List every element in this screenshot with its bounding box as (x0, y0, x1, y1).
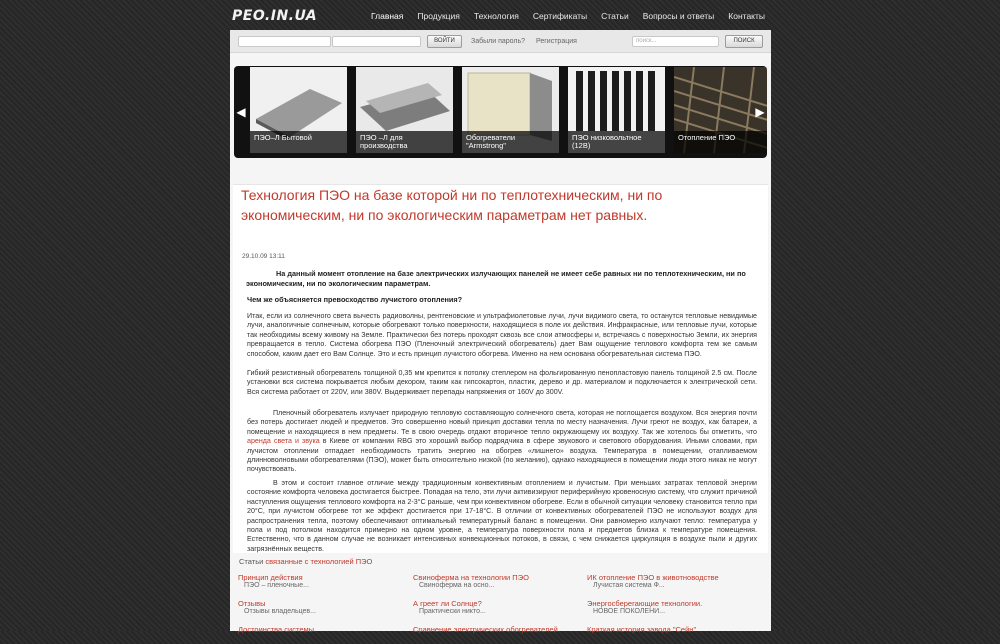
article-date: 29.10.09 13:11 (242, 253, 285, 260)
article (233, 184, 768, 554)
article-question: Чем же объясняется превосходство лучистого отопления? (247, 295, 463, 304)
password-input[interactable] (332, 36, 421, 47)
article-paragraph-2: Гибкий резистивный обогреватель толщиной 0,35 мм крепится к потолку степлером на фольгированную пенопластовую панель толщиной 2.5 см. После установки вся система покрывается любым декором, таким как гипсокартон, пластик, дерево и др. материалом и подключается к электрической сети. Вся система работает от 220V, или 380V. Выдерживает перепады напряжения от 160V до 300V. (247, 369, 757, 396)
related-item[interactable] (238, 573, 408, 589)
slide-caption: Обогреватели "Armstrong" (462, 131, 559, 153)
nav-contacts[interactable]: Контакты (728, 11, 765, 21)
related-articles (230, 553, 771, 634)
site-logo[interactable]: PEO.IN.UA (232, 8, 318, 24)
related-item-title[interactable]: Энергосберегающие технологии. (587, 599, 703, 608)
article-paragraph-1: Итак, если из солнечного света вычесть радиоволны, рентгеновские и ультрафиолетовые лучи, лучи видимого света, то останутся тепловые невидимые лучи, аналогичные солнечным, которые обогревают только поверхности, находящиеся в поле их действия. Инфракрасные, или тепловые лучи, которые так необходимы всему живому на Земле. Практически без потерь проходят сквозь все слои атмосферы и, встречаясь с поверхностью Земли, их энергия превращается в тепло. Система обогрева ПЭО (Пленочный электрический обогреватель) дает Вам ощущение теплового комфорта тем же самым способом, каким дает его Вам Солнце. Это и есть принцип лучистого обогрева. Именно на нем основана обогревательная система ПЭО. (247, 312, 757, 358)
related-item-title[interactable]: Отзывы (238, 599, 266, 608)
nav-home[interactable]: Главная (371, 11, 404, 21)
product-slider (234, 66, 767, 158)
top-bar (0, 0, 1000, 30)
slider-prev-arrow[interactable]: ◀ (236, 105, 246, 119)
nav-products[interactable]: Продукция (417, 11, 460, 21)
slide-caption: ПЭО низковольтное (12В) (568, 131, 665, 153)
article-paragraph-4: В этом и состоит главное отличие между традиционным конвективным отоплением и лучистым. При меньших затратах тепловой энергии состояние комфорта человека достигается быстрее. Попадая на тело, эти лучи активизируют периферийную кровеносную систему, что служит причиной наступления ощущения теплового комфорта на 2-3°С раньше, чем при конвективном обогреве. Если в обычной ситуации человеку становится тепло при 20°С, при лучистом обогреве тот же эффект достигается при 17-18°С. В отличии от конвективных обогревателей ПЭО не используют воздух для распространения тепла, поэтому обеспечивают оптимальный температурный баланс в помещении. Они равномерно излучают тепло: температура у пола и под потолком находится примерно на одном уровне, а температура поверхности пола и предметов близка к температуре помещения. Естественно, что в данном случае не возникает интенсивных конвекционных потоков, в связи, с чем снижается циркуляция в воздухе пыли и других загрязнённых веществ. (247, 479, 757, 553)
related-item-excerpt: Свиноферма на осно... (419, 582, 495, 589)
related-item[interactable] (587, 599, 757, 615)
paragraph-3-text-a: Пленочный обогреватель излучает природную тепловую составляющую солнечного света, которая не поглощается воздухом. Вся энергия почти без потерь достигает людей и предметов. Это совершенно новый принцип доставки тепла по месту назначения. Лучи греют не воздух, как батареи, а помещение и находящиеся в нем предметы. Те в свою очередь отдают вторичное тепло окружающему их воздуху. Так же хотелось бы отметить, что (247, 409, 757, 436)
related-item-excerpt: НОВОЕ ПОКОЛЕНИ... (593, 608, 666, 615)
related-item-title[interactable]: ИК отопление ПЭО в животноводстве (587, 573, 719, 582)
related-title-prefix: Статьи (239, 557, 264, 566)
username-input[interactable] (238, 36, 331, 47)
slide-caption: ПЭО –Л для производства (356, 131, 453, 153)
login-bar (230, 30, 771, 53)
related-title-link: связанные с технологией ПЭО (265, 557, 373, 566)
slide-item[interactable] (356, 67, 453, 153)
slider-next-arrow[interactable]: ▶ (755, 105, 765, 119)
paragraph-3-text-b: в Киеве от компании RBG это хороший выбор подрядчика в сфере звукового и светового оборудования. Иными словами, при лучистом отоплении отпадает необходимость тратить энергию на обогрев «лишнего» воздуха. Температура в помещении, отапливаемом длинноволновыми обогревателями (ПЭО), может быть относительно низкой (по желанию), однако находящиеся в помещении люди этого никак не могут почувствовать. (247, 437, 758, 474)
related-item[interactable] (413, 573, 583, 589)
related-item-title[interactable]: А греет ли Солнце? (413, 599, 482, 608)
rental-link[interactable]: аренда света и звука (247, 437, 320, 446)
related-item-title[interactable]: Принцип действия (238, 573, 303, 582)
main-nav (357, 11, 765, 21)
nav-faq[interactable]: Вопросы и ответы (642, 11, 715, 21)
related-column-2 (413, 573, 583, 644)
related-item-excerpt: ПЭО – пленочные... (244, 582, 309, 589)
slide-caption: Отопление ПЭО (674, 131, 767, 153)
related-title (239, 557, 372, 566)
related-column-1 (238, 573, 408, 644)
related-item-title[interactable]: Достоинства системы (238, 625, 315, 634)
related-item-excerpt: Практически никто... (419, 608, 486, 615)
search-input[interactable]: поиск... (632, 36, 719, 47)
related-item[interactable] (587, 625, 757, 634)
related-item-title[interactable]: Сравнение электрических обогревателей (413, 625, 558, 634)
nav-articles[interactable]: Статьи (601, 11, 629, 21)
related-item[interactable] (413, 625, 583, 634)
article-paragraph-3 (247, 409, 757, 475)
slide-item[interactable] (568, 67, 665, 153)
related-item[interactable] (238, 625, 408, 634)
nav-certificates[interactable]: Сертификаты (532, 11, 588, 21)
register-link[interactable]: Регистрация (536, 38, 577, 45)
related-item-excerpt: Лучистая система Ф... (593, 582, 665, 589)
nav-technology[interactable]: Технология (473, 11, 519, 21)
related-item[interactable] (587, 573, 757, 589)
search-button[interactable]: ПОИСК (725, 35, 763, 48)
related-item-title[interactable]: Краткая история завода "Сейн" (587, 625, 697, 634)
slide-caption: ПЭО–Л Бытовой (250, 131, 347, 153)
related-column-3 (587, 573, 757, 644)
related-item-excerpt: Отзывы владельцев... (244, 608, 316, 615)
forgot-password-link[interactable]: Забыли пароль? (471, 38, 526, 45)
related-item[interactable] (413, 599, 583, 615)
article-lead: На данный момент отопление на базе электрических излучающих панелей не имеет себе равных ни по теплотехническим, ни по экономическим, ни по экологическим параметрам. (246, 269, 746, 288)
page-container (230, 30, 771, 634)
related-item-title[interactable]: Свиноферма на технологии ПЭО (413, 573, 529, 582)
article-title: Технология ПЭО на базе которой ни по теплотехническим, ни по экономическим, ни по экологическим параметрам нет равных. (241, 187, 663, 223)
slide-item[interactable] (250, 67, 347, 153)
related-item[interactable] (238, 599, 408, 615)
slide-item[interactable] (462, 67, 559, 153)
login-button[interactable]: ВОЙТИ (427, 35, 462, 48)
